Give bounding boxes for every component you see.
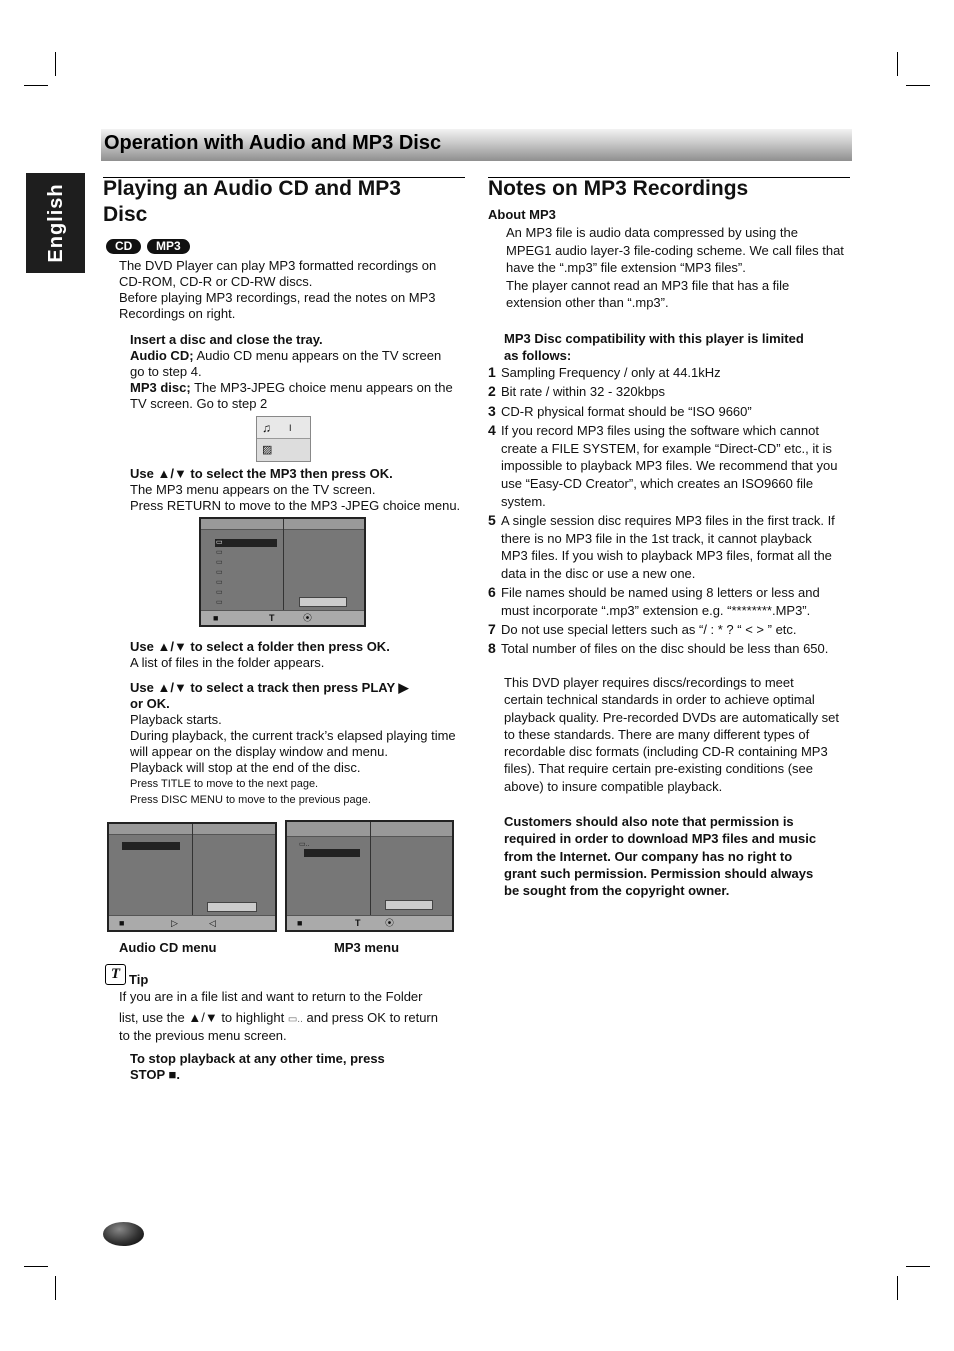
list-item: 2 Bit rate / within 32 - 320kbps — [488, 383, 666, 400]
stop-instruction: To stop playback at any other time, press STOP ■. — [130, 1051, 385, 1082]
page-number-badge — [103, 1222, 144, 1246]
section-title: Operation with Audio and MP3 Disc — [104, 132, 442, 154]
left-heading: Playing an Audio CD and MP3 Disc — [103, 177, 401, 226]
crop-mark — [906, 85, 930, 86]
list-item: 1 Sampling Frequency / only at 44.1kHz — [488, 364, 721, 380]
stop-icon: ■ — [119, 918, 125, 928]
audio-cd-menu-screen — [107, 822, 277, 932]
right-heading: Notes on MP3 Recordings — [488, 177, 749, 200]
intro-text: The DVD Player can play MP3 formatted recordings on CD-ROM, CD-R or CD-RW discs. Before playing MP3 recordings, read the notes on MP3 Recordings on right. — [119, 258, 437, 321]
folder-icon: ▭.. — [287, 1014, 303, 1025]
tip-label: Tip — [129, 972, 149, 987]
cd-badge: CD — [106, 239, 141, 254]
mp3-folder-screen: ▭ ▭ ▭ ▭ ▭ ▭ ▭ ■ T ⦿ — [199, 517, 366, 627]
list-item: 8 Total number of files on the disc should be less than 650. — [488, 640, 829, 657]
list-item: 5 A single session disc requires MP3 files in the first track. If there is no MP3 file in the 1st track, it cannot playback MP3 files. If you wish to playback MP3 files, format all the data in the disc or use a new one. — [488, 511, 835, 581]
image-icon: ▨ — [262, 444, 273, 456]
step-3: Use ▲/▼ to select a folder then press OK. A list of files in the folder appears. — [130, 639, 390, 670]
crop-mark — [24, 85, 48, 86]
list-item: 3 CD-R physical format should be “ISO 9660” — [488, 402, 752, 419]
stop-icon: ■ — [213, 613, 219, 623]
folder-icon: ▭.. — [299, 841, 310, 848]
list-item: 4 If you record MP3 files using the software which cannot create a FILE SYSTEM, for example “Direct-CD” etc., it is impossible to playback MP3 files. We recommend that you use “Easy-CD Creator”, which creates an ISO9660 file system. — [488, 422, 838, 509]
stop-icon: ■ — [297, 918, 303, 928]
language-tab — [26, 173, 85, 273]
about-mp3-text: An MP3 file is audio data compressed by using the MPEG1 audio layer-3 file-coding scheme. We call files that have the “.mp3” file extension “MP3 files”. The player cannot read an MP3 file that has a file extension other than “.mp3”. — [506, 225, 844, 311]
mp3-menu-screen — [285, 820, 454, 932]
section-header — [101, 129, 852, 161]
tip-icon: T — [105, 964, 126, 985]
copyright-notice: Customers should also note that permission is required in order to download MP3 files and music from the Internet. Our company has no right to grant such permission. Permission should always be sought from the copyright owner. — [504, 814, 817, 899]
compatibility-list — [488, 364, 848, 660]
mp3-badge: MP3 — [147, 239, 190, 254]
disc-badges — [106, 238, 192, 254]
mp3-menu-caption: MP3 menu — [334, 940, 400, 955]
cursor-icon: I — [289, 423, 292, 433]
step-2: Use ▲/▼ to select the MP3 then press OK. The MP3 menu appears on the TV screen. Press RETURN to move to the MP3 -JPEG choice menu. — [130, 466, 461, 513]
title-icon: T — [269, 613, 275, 623]
step-4: Use ▲/▼ to select a track then press PLAY ▶ or OK. Playback starts. During playback, the current track’s elapsed playing time will appear on the display window and menu. Playback will stop at the end of the disc. Press TITLE to move to the next page. Press DISC MENU to move to the previous page. — [130, 680, 456, 806]
about-mp3-title: About MP3 — [488, 207, 556, 222]
speaker-icon: ◁ — [209, 918, 216, 928]
disc-menu-icon: ⦿ — [385, 918, 395, 928]
music-note-icon: ♫ — [262, 421, 271, 435]
crop-mark — [897, 52, 898, 76]
mp3-jpeg-choice-menu — [256, 416, 311, 462]
list-item: 6 File names should be named using 8 letters or less and must incorporate “.mp3” extension e.g. “********.MP3”. — [488, 584, 820, 618]
compatibility-title: MP3 Disc compatibility with this player is limited as follows: — [504, 331, 804, 363]
crop-mark — [897, 1276, 898, 1300]
crop-mark — [24, 1266, 48, 1267]
list-item: 7 Do not use special letters such as “/ : * ? “ < > ” etc. — [488, 621, 797, 638]
title-icon: T — [355, 918, 361, 928]
audio-cd-menu-caption: Audio CD menu — [119, 940, 217, 955]
crop-mark — [906, 1266, 930, 1267]
crop-mark — [55, 52, 56, 76]
crop-mark — [55, 1276, 56, 1300]
disc-menu-icon: ⦿ — [303, 613, 313, 623]
step-1: Insert a disc and close the tray. Audio CD; Audio CD menu appears on the TV screen go to step 4. MP3 disc; The MP3-JPEG choice menu appears on the TV screen. Go to step 2 — [130, 332, 453, 411]
standards-paragraph: This DVD player requires discs/recordings to meet certain technical standards in order to achieve optimal playback quality. Pre-recorded DVDs are automatically set to these standards. There are many different types of recordable disc formats (including CD-R containing MP3 files). That require certain pre-existing conditions (see above) to insure compatible playback. — [504, 675, 840, 794]
play-icon: ▷ — [171, 918, 178, 928]
language-label: English — [44, 183, 67, 263]
tip-text: If you are in a file list and want to return to the Folder list, use the ▲/▼ to highlight ▭.. and press OK to return to the previous menu screen. — [119, 989, 438, 1043]
